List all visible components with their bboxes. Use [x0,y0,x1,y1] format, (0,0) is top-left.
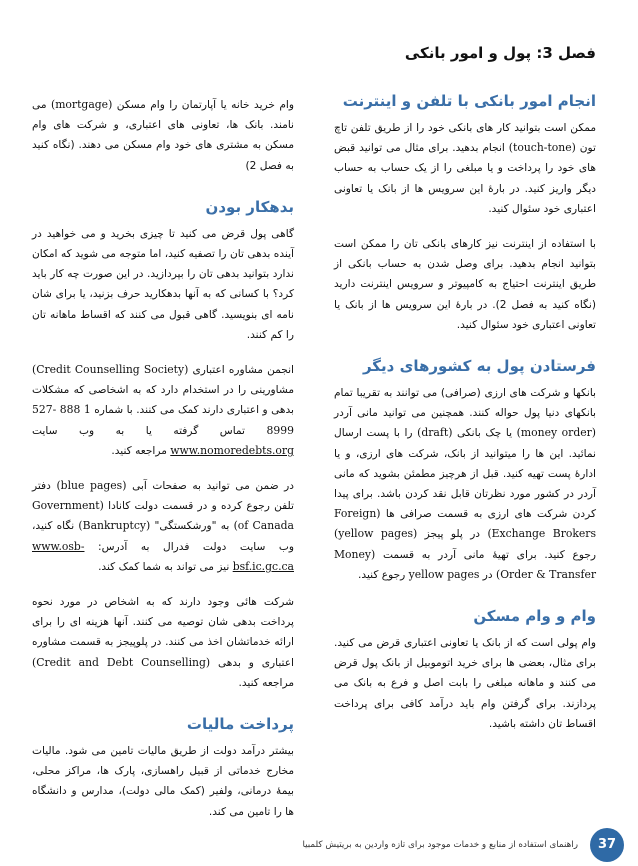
chapter-title: فصل 3: پول و امور بانکی [404,44,596,62]
paragraph: گاهی پول قرض می کنید تا چیزی بخرید و می خواهید در آینده بدهی تان را تصفیه کنید، اما متوجه می شوید که امکان ندارد بتوانید بدهی تان را بپردازید. در این صورت چه کار باید کرد؟ با کسانی که به آنها بدهکارید حرف بزنید، یا برای شان نامه ای بنویسید. گاهی قبول می کنند که اقساط ماهانه تان را کم کنند. [32,227,294,341]
left-column [32,95,294,844]
text: مراجعه کنید. [238,676,294,689]
english-term: (draft) [417,426,453,440]
text: رجوع کنید. [358,568,406,581]
paragraph [32,95,294,176]
paragraph [32,592,294,693]
english-term: (Government of Canada) [32,499,294,533]
section-heading: پرداخت مالیات [186,715,294,734]
english-term: (blue pages) [56,479,127,493]
website-link[interactable]: www.osb-bsf.ic.gc.ca [32,539,294,573]
text: مشاورینی را در استخدام دارد که به اشخاصی که مشکلات بدهی و اعتباری دارند کمک می کنند. با شماره [32,384,294,417]
paragraph: با استفاده از اینترنت نیز کارهای بانکی تان را ممکن است بتوانید انجام بدهید. برای وصل شدن به حساب بانکی از طریق اینترنت احتیاج به کامپیوتر و سرویس اینترنت دارید (نگاه کنید به فصل 2). در بارهٔ این سرویس ها از بانک یا تعاونی اعتباری خود سئوال کنید. [334,238,596,331]
english-term: (Money Order & Transfer) [334,547,596,581]
section-heading: فرستادن پول به کشورهای دیگر [362,357,596,376]
english-term: (Credit Counselling Society) [32,363,189,377]
section-heading: وام و وام مسکن [473,607,596,626]
footer-text: راهنمای استفاده از منابع و خدمات موجود برای تازه واردین به بریتیش کلمبیا [302,840,578,850]
paragraph: وام پولی است که از بانک یا تعاونی اعتباری قرض می کنید. برای مثال، بعضی ها برای خرید اتوموبیل از بانک پول قرض می کنند و ماهانه مبلغی را بابت اصل و فرع به بانک می پردازند. برای گرفتن وام باید درآمد کافی برای پرداخت اقساط تان داشته باشید. [334,637,596,730]
text: را با پست ارسال نمائید. این ها را میتوانید از بانک، شرکت های ارزی، و یا ادارهٔ پست تهیه کنید. قبل از هرچیز مطمئن بشوید که مانی آردر در کشور مورد نظرتان قابل نقد کردن باشد. برای پیدا کردن شرکت های ارزی به قسمت صرافی ها [334,427,596,521]
section-heading: انجام امور بانکی با تلفن و اینترنت [342,92,596,110]
text: ممکن است بتوانید کار های بانکی خود را از طریق تلفن تاچ تون [334,122,596,155]
paragraph [334,383,596,585]
website-link[interactable]: www.nomoredebts.org [170,443,294,457]
phone-number: 1 888 527-8999 [32,403,295,437]
text: بانکها و شرکت های ارزی (صرافی) می توانند به تقریبا تمام بانکهای دنیا پول حواله کنند. همچنین می توانید مانی آردر [334,387,596,420]
text: تماس گرفته یا به وب سایت [32,424,245,437]
page-number-badge: 37 [590,828,624,862]
text: در [482,568,493,581]
text: یا چک بانکی [456,427,513,440]
english-term: (mortgage) [50,98,113,111]
english-term: (yellow pages) [334,527,418,541]
english-term: (Foreign Exchange Brokers) [334,507,597,541]
english-term: yellow pages [408,567,480,581]
section-loans-mortgage [334,607,596,734]
english-term: (Bankruptcy) [78,519,151,533]
english-term: (touch-tone) [508,141,576,155]
paragraph [32,476,294,577]
section-tax [32,715,294,822]
english-term: (Credit and Debt Counselling) [32,655,211,669]
text: دفتر تلفن رجوع کرده و در قسمت دولت کانادا [32,480,294,513]
section-heading: بدهکار بودن [205,197,294,216]
section-debt [32,198,294,693]
right-column [334,92,596,756]
paragraph [334,118,596,219]
text: رجوع کنید. برای تهیهٔ مانی آردر به قسمت [382,548,596,561]
text: مراجعه کنید. [111,444,167,457]
text: شرکت هائی وجود دارند که به اشخاص در مورد نحوه پرداخت بدهی شان توصیه می کنند. آنها هزینه ای را برای ارائه خدماتشان اخذ می کنند. در پلوپیجز به قسمت مشاوره اعتباری و بدهی [32,596,294,669]
text: نیز می تواند به شما کمک کند. [98,560,230,573]
text: انجام بدهید. برای مثال می توانید قبض های خود را پرداخت و یا مبلغی را از یک حساب به حساب دیگر واریز کنید. در بارهٔ این سرویس ها از بانک یا تعاونی اعتباری خود سئوال کنید. [334,142,596,215]
text: به "ورشکستگی" [154,520,230,533]
paragraph [32,360,294,461]
paragraph: بیشتر درآمد دولت از طریق مالیات تامین می شود. مالیات مخارج خدماتی از قبیل راهسازی، پارک ها، مراکز محلی، بیمهٔ درمانی، ولفیر (کمک مالی دولت)، مدارس و دانشگاه ها را تامین می کند. [32,745,294,818]
section-mortgage-cont [32,95,294,176]
english-term: (money order) [516,426,597,440]
section-sending-money [334,357,596,585]
section-phone-internet-banking [334,92,596,335]
text: وام خرید خانه یا آپارتمان را وام مسکن [116,99,294,111]
text: می نامند. بانک ها، تعاونی های اعتباری، و شرکت های وام مسکن به مشتری های خود وام مسکن می دهند. (نگاه کنید به فصل 2) [32,99,294,172]
text: در پلو پیجز [424,528,481,541]
text: نگاه کنید، وب سایت دولت فدرال به آدرس: [32,520,294,553]
text: انجمن مشاوره اعتباری [192,364,294,377]
text: در ضمن می توانید به صفحات آبی [132,480,294,493]
